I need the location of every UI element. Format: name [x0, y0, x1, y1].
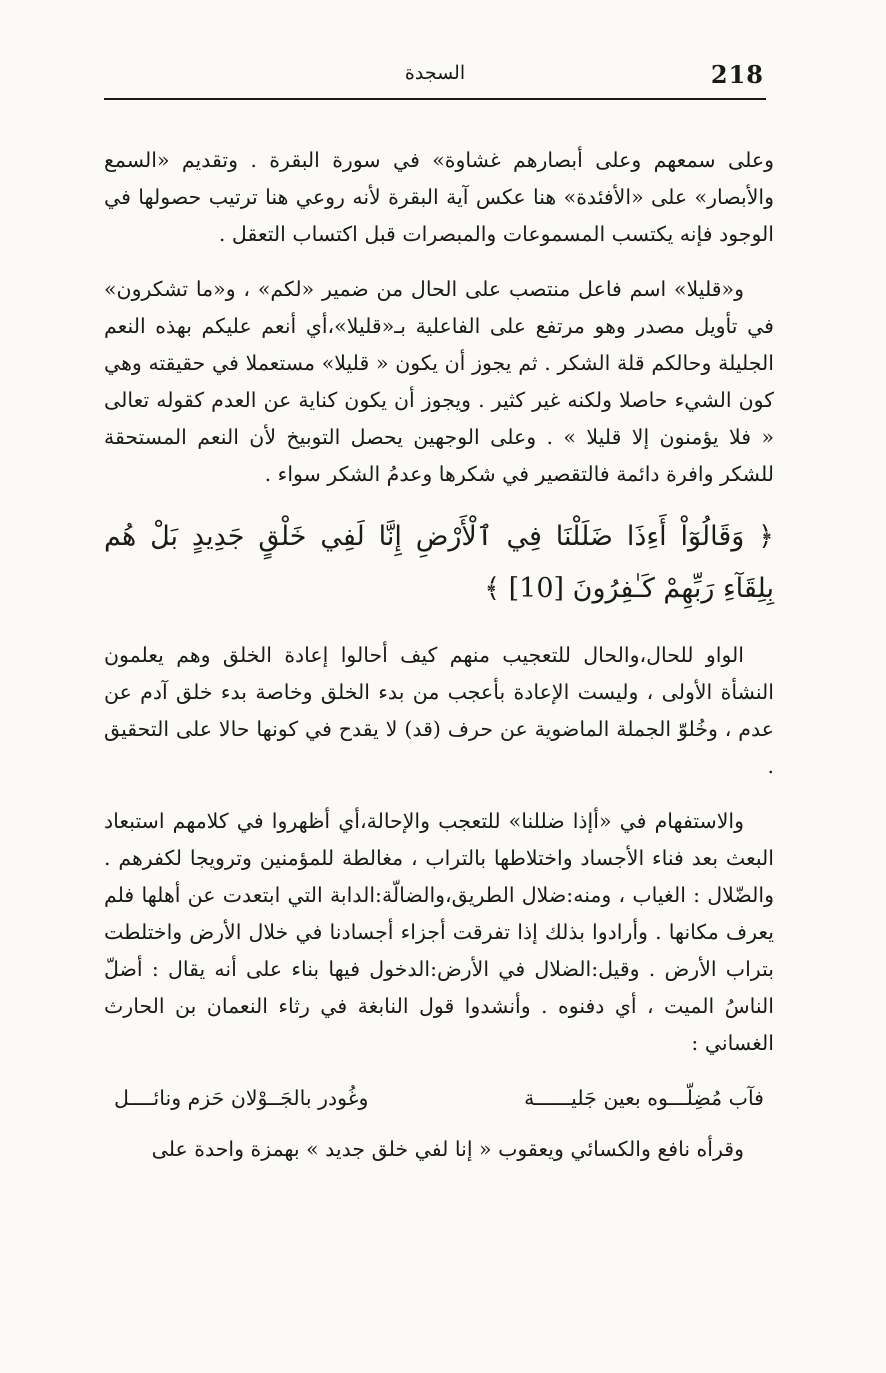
page-body — [104, 142, 774, 1168]
paragraph-3: الواو للحال،والحال للتعجيب منهم كيف أحالوا إعادة الخلق وهم يعلمون النشأة الأولى ، وليست الإعادة بأعجب من بدء الخلق وخاصة بدء خلق آدم عن عدم ، وخُلوّ الجملة الماضوية عن حرف (قد) لا يقدح في كونها حالا على التحقيق . — [104, 643, 774, 778]
poem-first-hemistich: فآب مُضِلّـــوه بعين جَليــــــة — [524, 1086, 764, 1110]
poem-verse — [104, 1080, 774, 1117]
paragraph-2: و«قليلا» اسم فاعل منتصب على الحال من ضمير «لكم» ، و«ما تشكرون» في تأويل مصدر وهو مرتفع على الفاعلية بـ«قليلا»،أي أنعم عليكم بهذه النعم الجليلة وحالكم قلة الشكر . ثم يجوز أن يكون « قليلا» مستعملا في حقيقته وهي كون الشيء حاصلا ولكنه غير كثير . ويجوز أن يكون كناية عن العدم كقوله تعالى « فلا يؤمنون إلا قليلا » . وعلى الوجهين يحصل التوبيخ لأن النعم المستحقة للشكر وافرة دائمة فالتقصير في شكرها وعدمُ الشكر سواء . — [104, 277, 774, 486]
running-title: السجدة — [404, 62, 466, 84]
page-header — [104, 58, 766, 100]
paragraph-1: وعلى سمعهم وعلى أبصارهم غشاوة» في سورة البقرة . وتقديم «السمع والأبصار» على «الأفئدة» هنا عكس آية البقرة لأنه روعي هنا ترتيب حصولها في الوجود فإنه يكتسب المسموعات والمبصرات قبل اكتساب التعقل . — [104, 148, 774, 246]
paragraph-5: وقرأه نافع والكسائي ويعقوب « إنا لفي خلق جديد » بهمزة واحدة على — [151, 1137, 744, 1161]
paragraph-4: والاستفهام في «أإذا ضللنا» للتعجب والإحالة،أي أظهروا في كلامهم استبعاد البعث بعد فناء الأجساد واختلاطها بالتراب ، مغالطة للمؤمنين وترويجا لكفرهم . والضّلال : الغياب ، ومنه:ضلال الطريق،والضالّة:الدابة التي ابتعدت عن أهلها فلم يعرف مكانها . وأرادوا بذلك إذا تفرقت أجزاء أجسادنا في خلال الأرض واختلطت بتراب الأرض . وقيل:الضلال في الأرض:الدخول فيها بناء على أنه يقال : أضلّ الناسُ الميت ، أي دفنوه . وأنشدوا قول النابغة في رثاء النعمان بن الحارث الغساني : — [104, 809, 774, 1055]
page-number: 218 — [710, 60, 764, 89]
poem-second-hemistich: وغُودر بالجَــوْلان حَزم ونائــــل — [114, 1086, 369, 1110]
quran-verse: ﴿ وَقَالُوٓاْ أَءِذَا ضَلَلْنَا فِي ٱلْأَرْضِ إِنَّا لَفِي خَلْقٍ جَدِيدٍ بَلْ هُم بِلِقَآءِ رَبِّهِمْ كَـٰفِرُونَ [10] ﴾ — [104, 521, 774, 604]
